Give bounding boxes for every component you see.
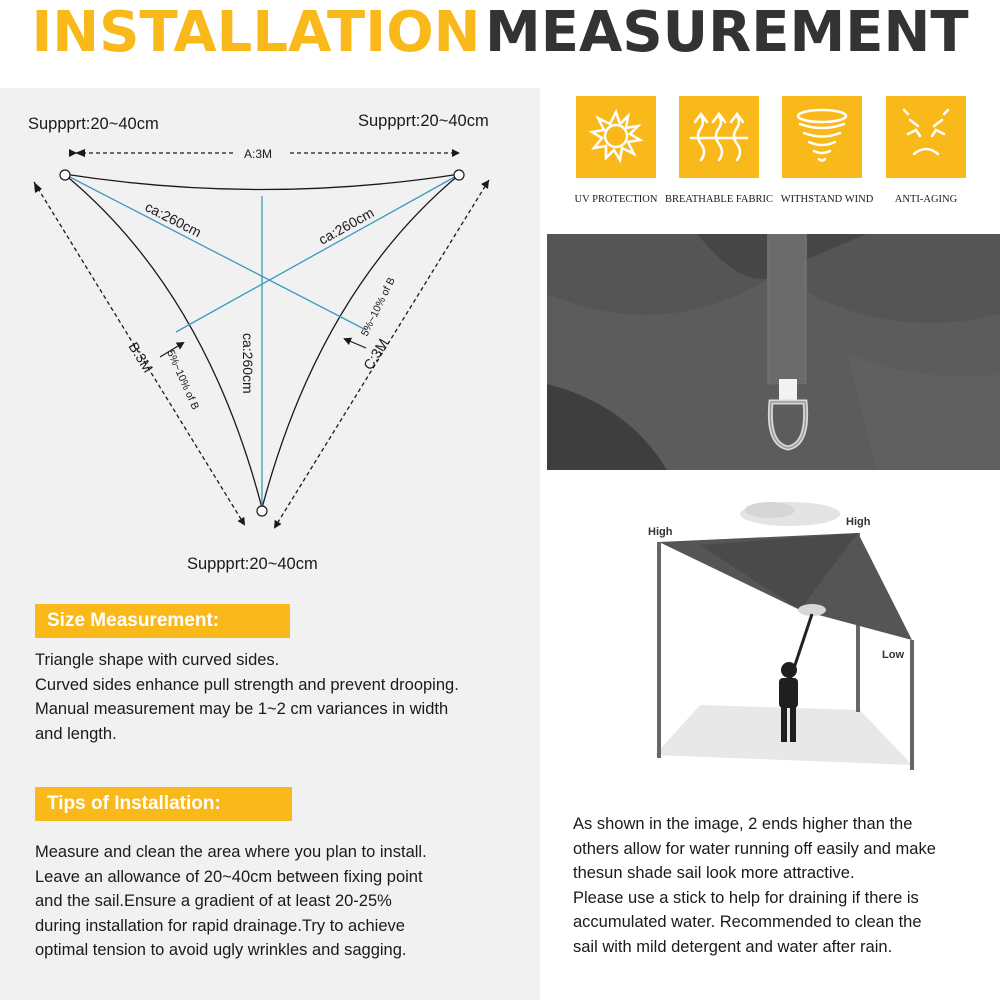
- ca-label-right: ca:260cm: [315, 204, 377, 248]
- tornado-icon: [782, 96, 862, 178]
- drainage-line: thesun shade sail look more attractive.: [573, 864, 855, 882]
- feature-label-wind: WITHSTAND WIND: [780, 194, 874, 205]
- sun-icon: [576, 96, 656, 178]
- drainage-line: accumulated water. Recommended to clean the: [573, 913, 922, 931]
- product-photo-dring: [547, 234, 1000, 470]
- feature-label-uv: UV PROTECTION: [574, 194, 658, 205]
- sag-label-right: 5%~10% of B: [358, 275, 398, 339]
- corner-ring-left: [60, 170, 70, 180]
- label-high-left: High: [648, 526, 673, 538]
- airflow-arrows-icon: [679, 96, 759, 178]
- label-low: Low: [882, 649, 904, 661]
- size-line: Triangle shape with curved sides.: [35, 651, 280, 669]
- feature-breathable-fabric: [679, 96, 759, 178]
- size-measurement-text: [35, 648, 525, 746]
- triangle-diagram: [0, 88, 540, 588]
- drainage-text: [573, 812, 993, 959]
- drainage-line: As shown in the image, 2 ends higher than the: [573, 815, 913, 833]
- label-high-right: High: [846, 516, 871, 528]
- page-header: [0, 0, 1000, 75]
- feature-uv-protection: [576, 96, 656, 178]
- corner-ring-right: [454, 170, 464, 180]
- drainage-line: Please use a stick to help for draining if there is: [573, 888, 919, 907]
- feature-anti-aging: [886, 96, 966, 178]
- side-label-a: A:3M: [244, 147, 273, 161]
- drainage-line: sail with mild detergent and water after rain.: [573, 937, 893, 956]
- support-label-bottom: Suppprt:20~40cm: [187, 555, 318, 573]
- support-label-top-left: Suppprt:20~40cm: [28, 115, 159, 133]
- tips-line: optimal tension to avoid ugly wrinkles and sagging.: [35, 941, 407, 959]
- tips-line: and the sail.Ensure a gradient of at least 20-25%: [35, 892, 392, 910]
- tips-title: Tips of Installation:: [35, 787, 292, 821]
- size-line: and length.: [35, 724, 117, 743]
- size-measurement-title: Size Measurement:: [35, 604, 290, 638]
- feature-withstand-wind: [782, 96, 862, 178]
- size-line: Curved sides enhance pull strength and prevent drooping.: [35, 675, 459, 694]
- tips-line: during installation for rapid drainage.Try to achieve: [35, 916, 405, 935]
- dring-corner-illustration: [547, 234, 1000, 470]
- tips-line: Measure and clean the area where you plan to install.: [35, 843, 427, 861]
- feature-label-anti-aging: ANTI-AGING: [894, 194, 958, 205]
- feature-label-breathable: BREATHABLE FABRIC: [664, 194, 774, 205]
- corner-ring-bottom: [257, 506, 267, 516]
- tips-line: Leave an allowance of 20~40cm between fixing point: [35, 867, 423, 886]
- drainage-line: others allow for water running off easily and make: [573, 839, 936, 858]
- installation-scene: [630, 500, 930, 780]
- header-title-measurement: MEASUREMENT: [485, 0, 969, 65]
- tips-text: [35, 840, 525, 963]
- sag-arrow-right: [345, 339, 366, 348]
- ca-label-center: ca:260cm: [240, 333, 256, 394]
- sag-label-left: 5%~10% of B: [164, 348, 202, 412]
- ca-label-left: ca:260cm: [142, 198, 204, 241]
- side-label-b: B:3M: [125, 339, 157, 376]
- size-line: Manual measurement may be 1~2 cm variances in width: [35, 700, 449, 718]
- side-label-c: C:3M: [359, 335, 392, 373]
- center-line-right: [176, 174, 460, 332]
- frown-face-icon: [886, 96, 966, 178]
- support-label-top-right: Suppprt:20~40cm: [358, 112, 489, 130]
- header-title-installation: INSTALLATION: [31, 0, 481, 65]
